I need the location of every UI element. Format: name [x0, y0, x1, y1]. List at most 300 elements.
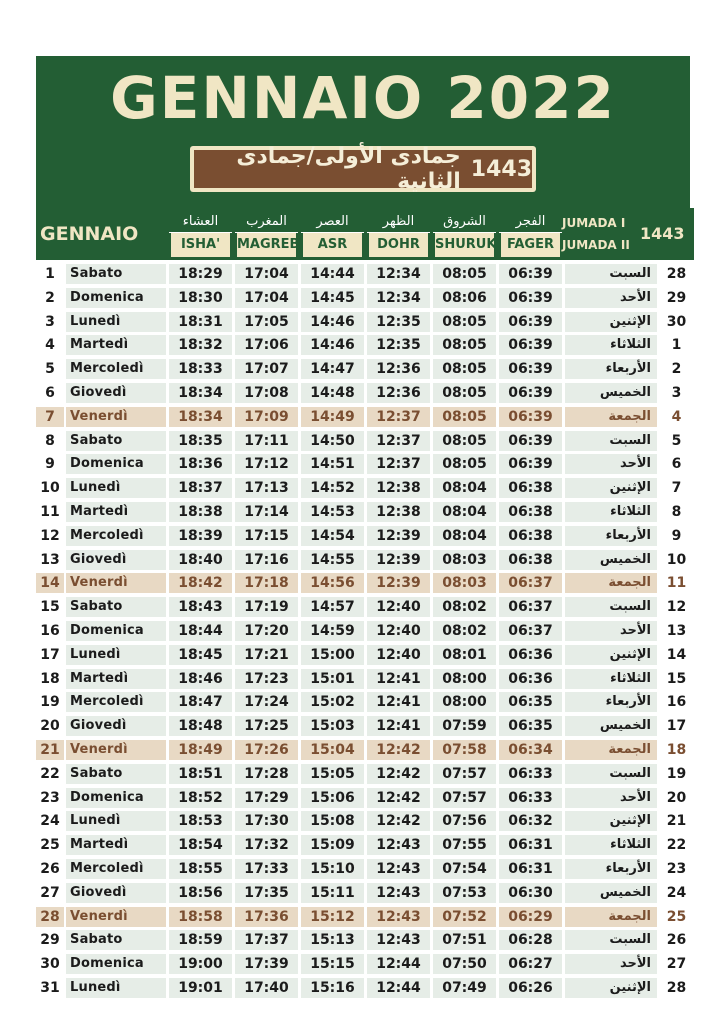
day-name: Venerdì	[66, 407, 166, 427]
day-name: Domenica	[66, 954, 166, 974]
shuruk-time: 08:05	[433, 407, 496, 427]
day-number: 10	[40, 480, 60, 497]
arabic-day-name: الأحد	[565, 954, 657, 974]
day-number: 7	[36, 407, 64, 427]
shuruk-time: 07:53	[433, 883, 496, 903]
day-number: 14	[36, 573, 64, 593]
magreb-time: 17:09	[235, 407, 298, 427]
dohr-time: 12:41	[367, 716, 430, 736]
isha-time: 18:45	[169, 645, 232, 665]
arabic-day-name: الأربعاء	[565, 526, 657, 546]
fager-time: 06:27	[499, 954, 562, 974]
day-name: Sabato	[66, 597, 166, 617]
arabic-day-name: الأحد	[565, 288, 657, 308]
asr-time: 14:45	[301, 288, 364, 308]
day-number: 19	[40, 694, 60, 711]
isha-time: 19:00	[169, 954, 232, 974]
header-magreb	[235, 211, 298, 257]
day-name: Lunedì	[66, 811, 166, 831]
header-fager-lat: FAGER	[501, 233, 560, 257]
isha-time: 18:46	[169, 669, 232, 689]
isha-time: 18:59	[169, 930, 232, 950]
table-row	[36, 667, 694, 691]
table-row	[36, 310, 694, 334]
dohr-time: 12:37	[367, 431, 430, 451]
fager-time: 06:33	[499, 764, 562, 784]
arabic-day-name: الأربعاء	[565, 359, 657, 379]
asr-time: 14:57	[301, 597, 364, 617]
table-row	[36, 881, 694, 905]
day-name: Giovedì	[66, 883, 166, 903]
fager-time: 06:31	[499, 835, 562, 855]
day-number: 6	[45, 384, 55, 401]
table-row	[36, 333, 694, 357]
shuruk-time: 07:57	[433, 764, 496, 784]
table-row	[36, 452, 694, 476]
header-isha-ar: العشاء	[169, 211, 232, 233]
shuruk-time: 07:58	[433, 740, 496, 760]
table-row	[36, 524, 694, 548]
hijri-day: 8	[671, 503, 682, 520]
isha-time: 18:56	[169, 883, 232, 903]
fager-time: 06:33	[499, 788, 562, 808]
table-row	[36, 738, 694, 762]
asr-time: 15:11	[301, 883, 364, 903]
isha-time: 18:31	[169, 312, 232, 332]
fager-time: 06:37	[499, 621, 562, 641]
arabic-day-name: الأحد	[565, 788, 657, 808]
shuruk-time: 08:04	[433, 526, 496, 546]
shuruk-time: 08:02	[433, 621, 496, 641]
day-number: 26	[40, 860, 60, 877]
isha-time: 18:52	[169, 788, 232, 808]
arabic-day-name: الثلاثاء	[565, 335, 657, 355]
isha-time: 18:39	[169, 526, 232, 546]
hijri-day: 22	[666, 837, 687, 854]
magreb-time: 17:14	[235, 502, 298, 522]
day-number: 22	[40, 765, 60, 782]
day-number: 21	[36, 740, 64, 760]
dohr-time: 12:42	[367, 811, 430, 831]
asr-time: 14:46	[301, 335, 364, 355]
shuruk-time: 07:54	[433, 859, 496, 879]
fager-time: 06:39	[499, 454, 562, 474]
hijri-day: 12	[666, 599, 687, 616]
table-row	[36, 429, 694, 453]
shuruk-time: 08:03	[433, 550, 496, 570]
day-name: Sabato	[66, 264, 166, 284]
arabic-day-name: الخميس	[565, 716, 657, 736]
arabic-day-name: الإثنين	[565, 478, 657, 498]
asr-time: 14:53	[301, 502, 364, 522]
asr-time: 14:59	[301, 621, 364, 641]
magreb-time: 17:29	[235, 788, 298, 808]
magreb-time: 17:25	[235, 716, 298, 736]
prayer-times-table	[36, 208, 694, 996]
hijri-day: 16	[666, 694, 687, 711]
table-row	[36, 952, 694, 976]
dohr-time: 12:36	[367, 383, 430, 403]
day-name: Sabato	[66, 431, 166, 451]
header-fager	[499, 211, 562, 257]
arabic-day-name: الخميس	[565, 883, 657, 903]
asr-time: 14:48	[301, 383, 364, 403]
fager-time: 06:39	[499, 359, 562, 379]
dohr-time: 12:36	[367, 359, 430, 379]
magreb-time: 17:30	[235, 811, 298, 831]
hijri-day: 15	[666, 670, 687, 687]
table-row	[36, 643, 694, 667]
table-row	[36, 809, 694, 833]
magreb-time: 17:05	[235, 312, 298, 332]
magreb-time: 17:11	[235, 431, 298, 451]
hijri-day: 19	[666, 765, 687, 782]
day-name: Mercoledì	[66, 859, 166, 879]
asr-time: 14:44	[301, 264, 364, 284]
day-number: 20	[40, 718, 60, 735]
hijri-month-header	[562, 212, 638, 256]
fager-time: 06:39	[499, 431, 562, 451]
header-asr-lat: ASR	[303, 233, 362, 257]
isha-time: 18:53	[169, 811, 232, 831]
arabic-day-name: السبت	[565, 764, 657, 784]
hijri-day: 20	[666, 789, 687, 806]
table-row	[36, 476, 694, 500]
magreb-time: 17:16	[235, 550, 298, 570]
hijri-day: 3	[671, 384, 682, 401]
asr-time: 14:50	[301, 431, 364, 451]
dohr-time: 12:43	[367, 859, 430, 879]
table-row	[36, 762, 694, 786]
asr-time: 15:08	[301, 811, 364, 831]
day-number: 25	[40, 837, 60, 854]
asr-time: 14:52	[301, 478, 364, 498]
isha-time: 18:40	[169, 550, 232, 570]
hijri-day: 11	[666, 575, 687, 592]
magreb-time: 17:35	[235, 883, 298, 903]
day-name: Domenica	[66, 788, 166, 808]
fager-time: 06:31	[499, 859, 562, 879]
hijri-day: 30	[666, 313, 687, 330]
hijri-month-1: JUMADA I	[562, 216, 626, 230]
arabic-day-name: الأربعاء	[565, 692, 657, 712]
table-row	[36, 381, 694, 405]
asr-time: 15:05	[301, 764, 364, 784]
isha-time: 18:33	[169, 359, 232, 379]
shuruk-time: 08:05	[433, 264, 496, 284]
dohr-time: 12:40	[367, 645, 430, 665]
day-name: Lunedì	[66, 312, 166, 332]
shuruk-time: 07:59	[433, 716, 496, 736]
day-number: 23	[40, 789, 60, 806]
fager-time: 06:39	[499, 264, 562, 284]
isha-time: 18:55	[169, 859, 232, 879]
table-row	[36, 928, 694, 952]
hijri-day: 2	[671, 361, 682, 378]
day-number: 29	[40, 932, 60, 949]
header-asr	[301, 211, 364, 257]
hijri-year-header: 1443	[640, 224, 685, 243]
magreb-time: 17:26	[235, 740, 298, 760]
day-name: Lunedì	[66, 978, 166, 998]
arabic-day-name: السبت	[565, 431, 657, 451]
hijri-day: 25	[666, 908, 687, 925]
shuruk-time: 08:05	[433, 383, 496, 403]
fager-time: 06:34	[499, 740, 562, 760]
asr-time: 15:16	[301, 978, 364, 998]
isha-time: 18:44	[169, 621, 232, 641]
magreb-time: 17:36	[235, 907, 298, 927]
asr-time: 15:01	[301, 669, 364, 689]
header-isha-lat: ISHA'	[171, 233, 230, 257]
dohr-time: 12:40	[367, 597, 430, 617]
day-number: 13	[40, 551, 60, 568]
hijri-day: 1	[671, 337, 682, 354]
dohr-time: 12:39	[367, 526, 430, 546]
day-name: Giovedì	[66, 550, 166, 570]
asr-time: 14:54	[301, 526, 364, 546]
dohr-time: 12:43	[367, 907, 430, 927]
isha-time: 18:42	[169, 573, 232, 593]
hijri-day: 29	[666, 289, 687, 306]
isha-time: 18:32	[169, 335, 232, 355]
day-number: 31	[40, 979, 60, 996]
asr-time: 15:09	[301, 835, 364, 855]
asr-time: 15:10	[301, 859, 364, 879]
hijri-day: 17	[666, 718, 687, 735]
magreb-time: 17:04	[235, 288, 298, 308]
table-header	[36, 208, 694, 260]
arabic-day-name: الجمعة	[565, 407, 657, 427]
day-name: Lunedì	[66, 478, 166, 498]
table-row	[36, 595, 694, 619]
day-name: Domenica	[66, 288, 166, 308]
shuruk-time: 08:00	[433, 669, 496, 689]
hijri-day: 23	[666, 860, 687, 877]
hijri-day: 27	[666, 956, 687, 973]
magreb-time: 17:08	[235, 383, 298, 403]
shuruk-time: 07:56	[433, 811, 496, 831]
arabic-day-name: الثلاثاء	[565, 835, 657, 855]
table-row	[36, 905, 694, 929]
day-name: Sabato	[66, 930, 166, 950]
fager-time: 06:28	[499, 930, 562, 950]
shuruk-time: 08:01	[433, 645, 496, 665]
fager-time: 06:38	[499, 526, 562, 546]
table-body	[36, 262, 694, 1000]
dohr-time: 12:35	[367, 335, 430, 355]
fager-time: 06:29	[499, 907, 562, 927]
asr-time: 14:51	[301, 454, 364, 474]
hijri-day: 26	[666, 932, 687, 949]
shuruk-time: 08:04	[433, 502, 496, 522]
dohr-time: 12:42	[367, 740, 430, 760]
isha-time: 18:47	[169, 692, 232, 712]
hijri-day: 24	[666, 884, 687, 901]
day-number: 8	[45, 432, 55, 449]
table-row	[36, 571, 694, 595]
magreb-time: 17:13	[235, 478, 298, 498]
page-title: GENNAIO 2022	[110, 64, 616, 132]
shuruk-time: 08:00	[433, 692, 496, 712]
day-number: 9	[45, 456, 55, 473]
isha-time: 18:43	[169, 597, 232, 617]
day-name: Domenica	[66, 454, 166, 474]
header-shuruk	[433, 211, 496, 257]
day-number: 30	[40, 956, 60, 973]
dohr-time: 12:43	[367, 930, 430, 950]
magreb-time: 17:39	[235, 954, 298, 974]
table-row	[36, 714, 694, 738]
shuruk-time: 07:50	[433, 954, 496, 974]
table-row	[36, 976, 694, 1000]
day-number: 17	[40, 646, 60, 663]
fager-time: 06:36	[499, 645, 562, 665]
header-magreb-ar: المغرب	[235, 211, 298, 233]
dohr-time: 12:41	[367, 669, 430, 689]
dohr-time: 12:42	[367, 764, 430, 784]
shuruk-time: 07:52	[433, 907, 496, 927]
dohr-time: 12:44	[367, 978, 430, 998]
hijri-day: 9	[671, 527, 682, 544]
asr-time: 15:04	[301, 740, 364, 760]
isha-time: 18:34	[169, 383, 232, 403]
dohr-time: 12:43	[367, 883, 430, 903]
shuruk-time: 07:49	[433, 978, 496, 998]
day-number: 15	[40, 599, 60, 616]
hijri-day: 28	[666, 266, 687, 282]
day-number: 11	[40, 503, 60, 520]
dohr-time: 12:34	[367, 288, 430, 308]
asr-time: 15:03	[301, 716, 364, 736]
hijri-day: 7	[671, 480, 682, 497]
shuruk-time: 08:05	[433, 359, 496, 379]
hijri-day: 18	[666, 741, 687, 758]
hijri-day: 28	[666, 979, 687, 996]
table-row	[36, 690, 694, 714]
day-name: Martedì	[66, 669, 166, 689]
header-isha	[169, 211, 232, 257]
isha-time: 18:38	[169, 502, 232, 522]
day-number: 2	[45, 289, 55, 306]
table-row	[36, 262, 694, 286]
dohr-time: 12:38	[367, 502, 430, 522]
asr-time: 15:02	[301, 692, 364, 712]
asr-time: 14:46	[301, 312, 364, 332]
isha-time: 19:01	[169, 978, 232, 998]
fager-time: 06:37	[499, 597, 562, 617]
arabic-day-name: السبت	[565, 597, 657, 617]
table-row	[36, 619, 694, 643]
shuruk-time: 08:02	[433, 597, 496, 617]
dohr-time: 12:42	[367, 788, 430, 808]
asr-time: 15:12	[301, 907, 364, 927]
table-row	[36, 786, 694, 810]
fager-time: 06:39	[499, 288, 562, 308]
magreb-time: 17:33	[235, 859, 298, 879]
hijri-day: 6	[671, 456, 682, 473]
day-number: 4	[45, 337, 55, 354]
header-shuruk-ar: الشروق	[433, 211, 496, 233]
magreb-time: 17:12	[235, 454, 298, 474]
hijri-day: 13	[666, 622, 687, 639]
table-row	[36, 286, 694, 310]
magreb-time: 17:20	[235, 621, 298, 641]
magreb-time: 17:23	[235, 669, 298, 689]
hijri-months: جمادى الأولى/جمادى الثانية	[236, 144, 461, 194]
month-column-header: GENNAIO	[40, 223, 139, 245]
table-row	[36, 833, 694, 857]
hijri-day: 21	[666, 813, 687, 830]
arabic-day-name: الأحد	[565, 454, 657, 474]
fager-time: 06:38	[499, 550, 562, 570]
day-name: Sabato	[66, 764, 166, 784]
isha-time: 18:30	[169, 288, 232, 308]
asr-time: 15:13	[301, 930, 364, 950]
magreb-time: 17:04	[235, 264, 298, 284]
shuruk-time: 08:05	[433, 431, 496, 451]
hijri-label	[194, 144, 532, 194]
shuruk-time: 07:57	[433, 788, 496, 808]
fager-time: 06:30	[499, 883, 562, 903]
day-number: 24	[40, 813, 60, 830]
fager-time: 06:37	[499, 573, 562, 593]
magreb-time: 17:21	[235, 645, 298, 665]
header-magreb-lat: MAGREB	[237, 233, 296, 257]
fager-time: 06:35	[499, 692, 562, 712]
day-name: Venerdì	[66, 740, 166, 760]
table-row	[36, 857, 694, 881]
fager-time: 06:39	[499, 407, 562, 427]
day-name: Martedì	[66, 335, 166, 355]
day-number: 27	[40, 884, 60, 901]
header-dohr-ar: الظهر	[367, 211, 430, 233]
isha-time: 18:54	[169, 835, 232, 855]
arabic-day-name: الإثنين	[565, 978, 657, 998]
day-name: Martedì	[66, 835, 166, 855]
fager-time: 06:39	[499, 335, 562, 355]
asr-time: 15:00	[301, 645, 364, 665]
day-name: Mercoledì	[66, 526, 166, 546]
magreb-time: 17:37	[235, 930, 298, 950]
magreb-time: 17:32	[235, 835, 298, 855]
dohr-time: 12:37	[367, 407, 430, 427]
dohr-time: 12:38	[367, 478, 430, 498]
dohr-time: 12:40	[367, 621, 430, 641]
shuruk-time: 08:03	[433, 573, 496, 593]
asr-time: 15:15	[301, 954, 364, 974]
isha-time: 18:51	[169, 764, 232, 784]
table-row	[36, 357, 694, 381]
asr-time: 14:47	[301, 359, 364, 379]
isha-time: 18:34	[169, 407, 232, 427]
fager-time: 06:26	[499, 978, 562, 998]
day-name: Martedì	[66, 502, 166, 522]
fager-time: 06:32	[499, 811, 562, 831]
arabic-day-name: الأربعاء	[565, 859, 657, 879]
isha-time: 18:35	[169, 431, 232, 451]
shuruk-time: 08:05	[433, 312, 496, 332]
magreb-time: 17:24	[235, 692, 298, 712]
day-number: 12	[40, 527, 60, 544]
magreb-time: 17:40	[235, 978, 298, 998]
hijri-day: 5	[671, 432, 682, 449]
arabic-day-name: السبت	[565, 264, 657, 284]
table-row	[36, 548, 694, 572]
shuruk-time: 08:06	[433, 288, 496, 308]
shuruk-time: 08:04	[433, 478, 496, 498]
header-dohr	[367, 211, 430, 257]
